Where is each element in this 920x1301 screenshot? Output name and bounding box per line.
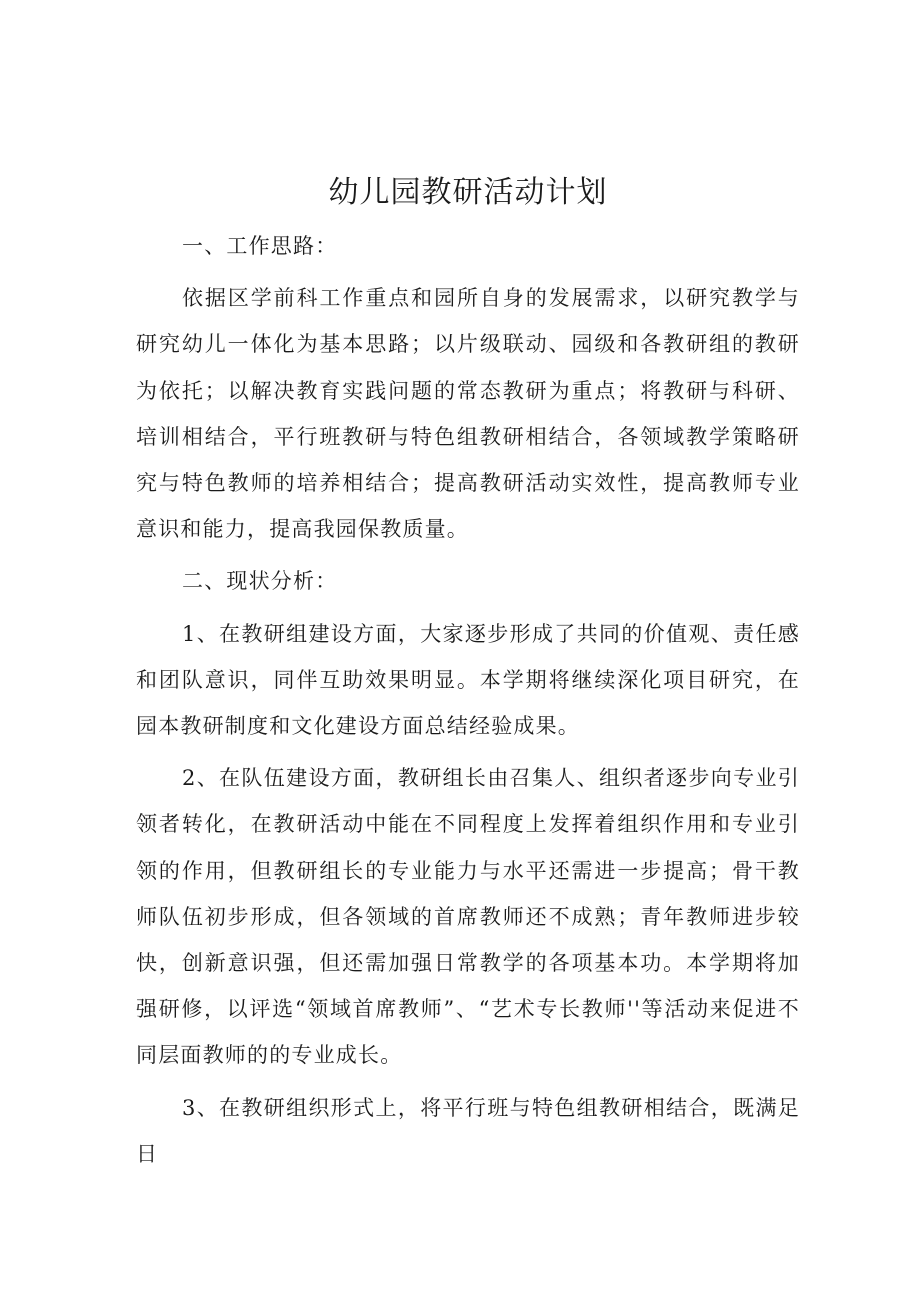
paragraph-item-3: 3、在教研组织形式上，将平行班与特色组教研相结合，既满足日 [136, 1095, 800, 1166]
paragraph-item-2: 2、在队伍建设方面，教研组长由召集人、组织者逐步向专业引领者转化，在教研活动中能在不同程度上发挥着组织作用和专业引领的作用，但教研组长的专业能力与水平还需进一步提高；骨干教师队伍初步形成，但各领域的首席教师还不成熟；青年教师进步较快，创新意识强，但还需加强日常教学的各项基本功。本学期将加强研修，以评选“领域首席教师”、“艺术专长教师''等活动来促进不同层面教师的的专业成长。 [136, 766, 800, 1068]
paragraph-work-ideas: 依据区学前科工作重点和园所自身的发展需求，以研究教学与研究幼儿一体化为基本思路；以片级联动、园级和各教研组的教研为依托；以解决教育实践问题的常态教研为重点；将教研与科研、培训相结合，平行班教研与特色组教研相结合，各领域教学策略研究与特色教师的培养相结合；提高教研活动实效性，提高教师专业意识和能力，提高我园保教质量。 [136, 286, 800, 542]
section-heading-status-analysis: 二、现状分析： [182, 569, 338, 594]
paragraph-item-1: 1、在教研组建设方面，大家逐步形成了共同的价值观、责任感和团队意识，同伴互助效果明显。本学期将继续深化项目研究，在园本教研制度和文化建设方面总结经验成果。 [136, 621, 800, 739]
section-heading-work-ideas: 一、工作思路： [182, 234, 338, 258]
document-title: 幼儿园教研活动计划 [328, 175, 608, 210]
document-body [136, 223, 800, 1177]
